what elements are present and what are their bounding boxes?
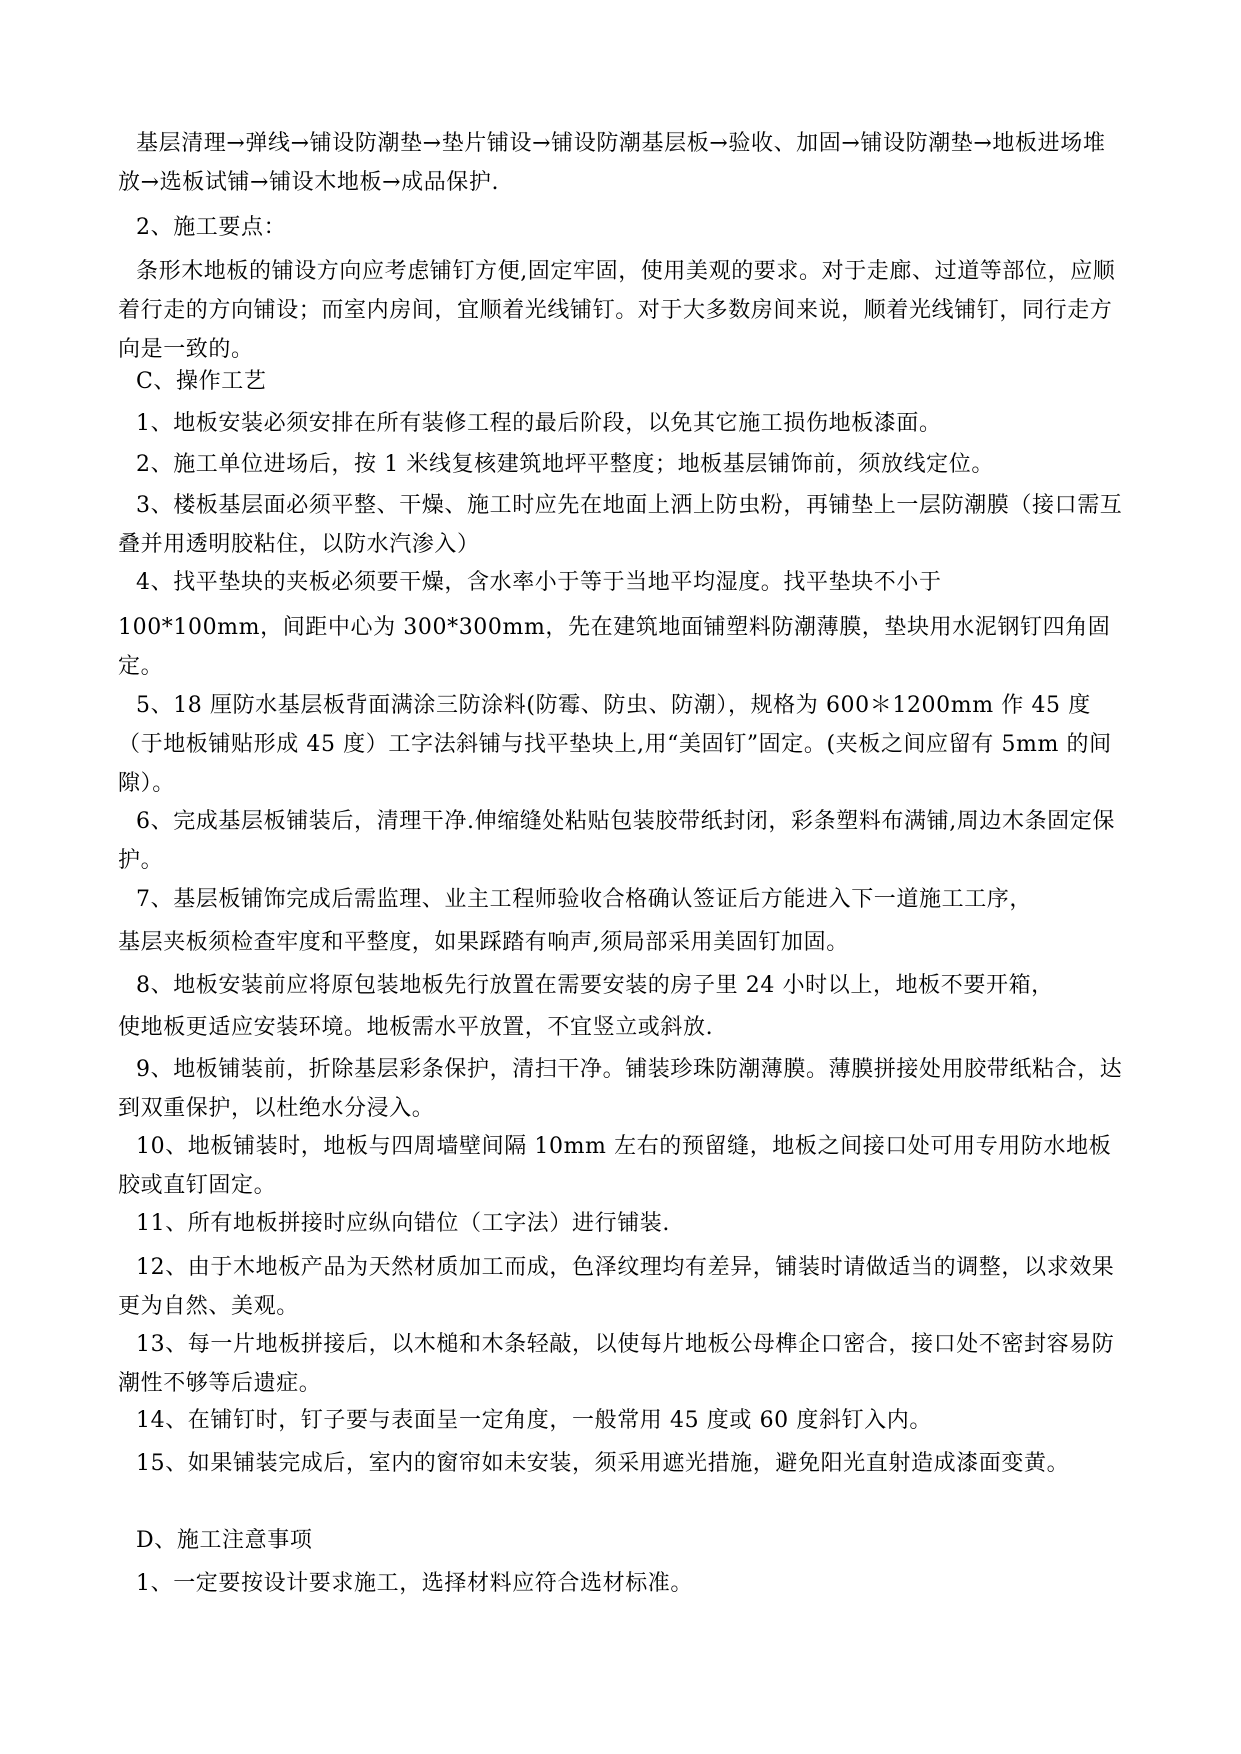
section-heading-construction-notes: D、施工注意事项 (136, 1528, 313, 1553)
operation-item-15: 15、如果铺装完成后，室内的窗帘如未安装，须采用遮光措施，避免阳光直射造成漆面变黄。 (136, 1451, 1070, 1476)
operation-item-12: 12、由于木地板产品为天然材质加工而成，色泽纹理均有差异，铺装时请做适当的调整，以求效果更为自然、美观。 (118, 1255, 1115, 1319)
operation-item-1: 1、地板安装必须安排在所有装修工程的最后阶段，以免其它施工损伤地板漆面。 (136, 411, 942, 436)
operation-item-14: 14、在铺钉时，钉子要与表面呈一定角度，一般常用 45 度或 60 度斜钉入内。 (136, 1408, 932, 1433)
section-heading-operation-process: C、操作工艺 (136, 369, 267, 394)
operation-item-8-line1: 8、地板安装前应将原包装地板先行放置在需要安装的房子里 24 小时以上，地板不要开箱， (136, 973, 1054, 998)
notes-item-1: 1、一定要按设计要求施工，选择材料应符合选材标准。 (136, 1571, 693, 1596)
operation-item-2: 2、施工单位进场后，按 1 米线复核建筑地坪平整度；地板基层铺饰前，须放线定位。 (136, 452, 994, 477)
operation-item-11: 11、所有地板拼接时应纵向错位（工字法）进行铺装. (136, 1211, 670, 1236)
process-flow-paragraph: 基层清理→弹线→铺设防潮垫→垫片铺设→铺设防潮基层板→验收、加固→铺设防潮垫→地板进场堆放→选板试铺→铺设木地板→成品保护. (118, 131, 1106, 195)
operation-item-3: 3、楼板基层面必须平整、干燥、施工时应先在地面上洒上防虫粉，再铺垫上一层防潮膜（接口需互叠并用透明胶粘住，以防水汽渗入） (118, 493, 1123, 557)
operation-item-7-line2: 基层夹板须检查牢度和平整度，如果踩踏有响声,须局部采用美固钉加固。 (118, 930, 849, 955)
operation-item-4-line2: 100*100mm，间距中心为 300*300mm，先在建筑地面铺塑料防潮薄膜，垫块用水泥钢钉四角固定。 (118, 615, 1111, 679)
construction-points-paragraph: 条形木地板的铺设方向应考虑铺钉方便,固定牢固，使用美观的要求。对于走廊、过道等部位，应顺着行走的方向铺设；而室内房间，宜顺着光线铺钉。对于大多数房间来说，顺着光线铺钉，同行走方向是一致的。 (118, 259, 1116, 362)
operation-item-8-line2: 使地板更适应安装环境。地板需水平放置，不宜竖立或斜放. (118, 1015, 714, 1040)
operation-item-10: 10、地板铺装时，地板与四周墙壁间隔 10mm 左右的预留缝，地板之间接口处可用专用防水地板胶或直钉固定。 (118, 1134, 1112, 1198)
operation-item-5: 5、18 厘防水基层板背面满涂三防涂料(防霉、防虫、防潮），规格为 600＊1200mm 作 45 度（于地板铺贴形成 45 度）工字法斜铺与找平垫块上,用“美固钉”固定。(夹板之间应留有 5mm 的间隙）。 (118, 693, 1112, 796)
operation-item-7-line1: 7、基层板铺饰完成后需监理、业主工程师验收合格确认签证后方能进入下一道施工工序， (136, 887, 1032, 912)
section-heading-construction-points: 2、施工要点： (136, 215, 287, 240)
operation-item-4-line1: 4、找平垫块的夹板必须要干燥，含水率小于等于当地平均湿度。找平垫块不小于 (136, 570, 942, 595)
operation-item-6: 6、完成基层板铺装后，清理干净.伸缩缝处粘贴包装胶带纸封闭，彩条塑料布满铺,周边木条固定保护。 (118, 809, 1115, 873)
operation-item-9: 9、地板铺装前，折除基层彩条保护，清扫干净。铺装珍珠防潮薄膜。薄膜拼接处用胶带纸粘合，达到双重保护，以杜绝水分浸入。 (118, 1057, 1123, 1121)
operation-item-13: 13、每一片地板拼接后，以木槌和木条轻敲，以使每片地板公母榫企口密合，接口处不密封容易防潮性不够等后遗症。 (118, 1332, 1115, 1396)
